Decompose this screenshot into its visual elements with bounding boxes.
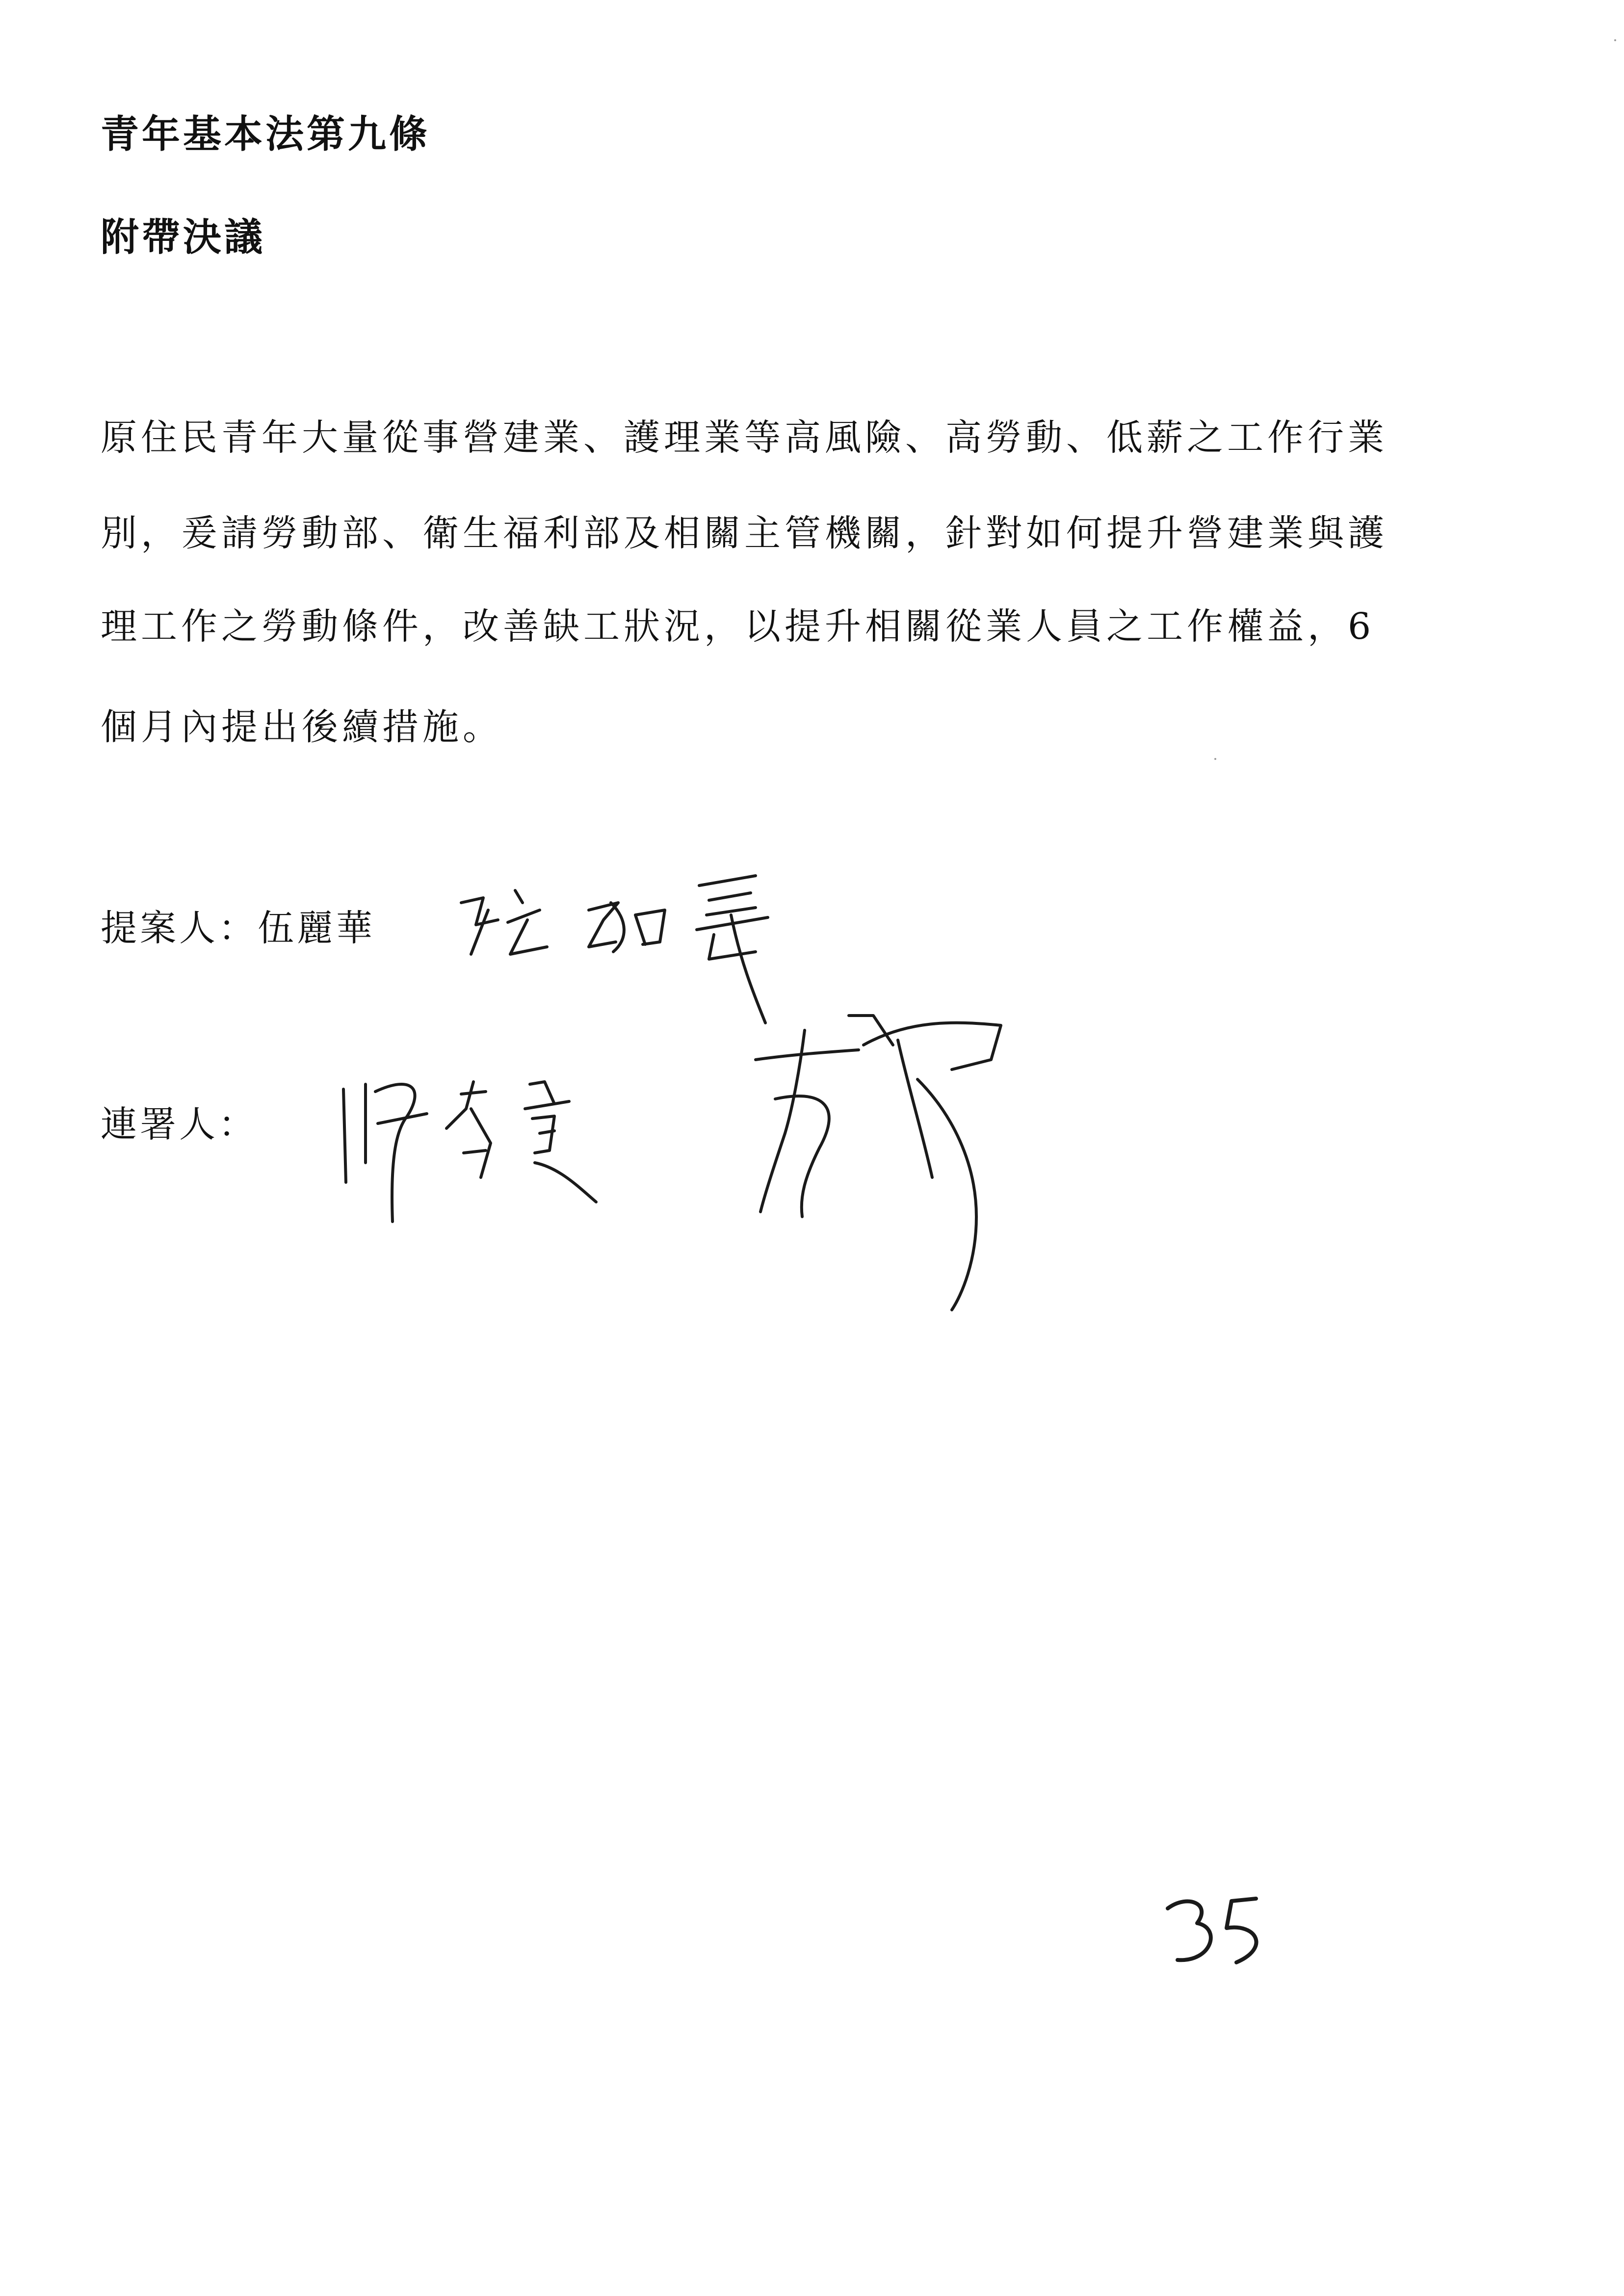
proposer-label: 提案人：伍麗華 (101, 907, 375, 949)
cosigner-signature-2 (746, 986, 1050, 1320)
page-number-handwritten (1158, 1889, 1276, 1977)
body-line: 理工作之勞動條件，改善缺工狀況，以提升相關從業人員之工作權益，6 (101, 605, 1375, 648)
body-line: 原住民青年大量從事營建業、護理業等高風險、高勞動、低薪之工作行業 (101, 417, 1388, 459)
document-subtitle: 附帶決議 (101, 215, 266, 260)
cosigner-signature-1 (324, 1055, 628, 1241)
body-line: 個月內提出後續措施。 (101, 706, 503, 748)
cosigner-label: 連署人： (101, 1103, 258, 1146)
body-line: 別，爰請勞動部、衛生福利部及相關主管機關，針對如何提升營建業與護 (101, 512, 1388, 554)
document-title: 青年基本法第九條 (101, 112, 431, 157)
